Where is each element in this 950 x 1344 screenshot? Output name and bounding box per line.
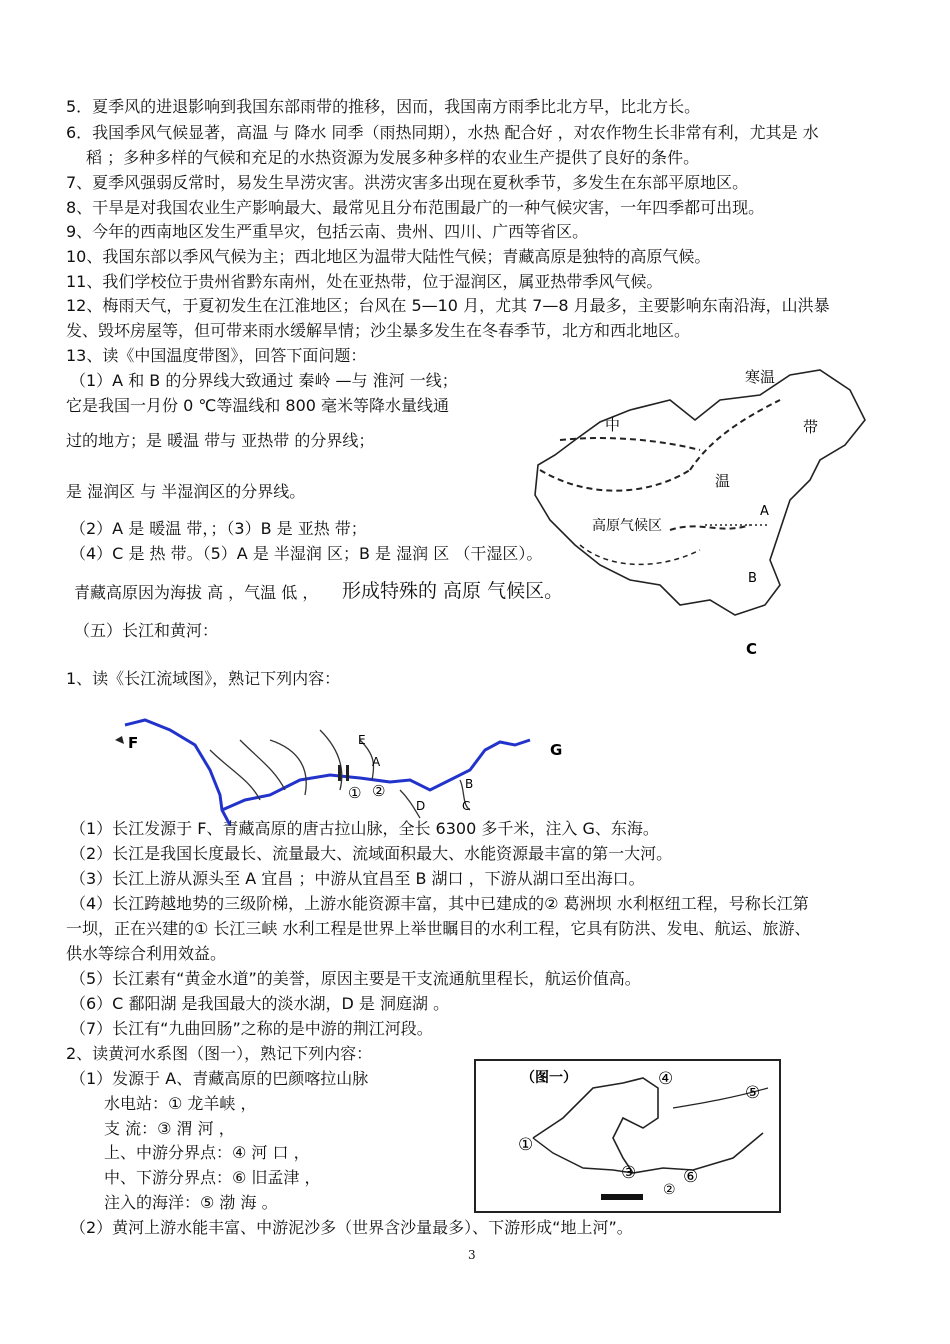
yangtze-5: （5）长江素有“黄金水道”的美誉，原因主要是干支流通航里程长，航运价值高。 [70, 969, 641, 988]
yangtze-label-d: D [416, 799, 426, 813]
map-label-temp: 温 [715, 472, 731, 490]
yellow-marker-6: ⑥ [683, 1167, 699, 1187]
item-12-line2: 发、毁坏房屋等，但可带来雨水缓解旱情；沙尘暴多发生在冬春季节，北方和西北地区。 [66, 321, 691, 340]
yangtze-label-f: F [128, 734, 139, 752]
yangtze-label-b: B [465, 777, 474, 791]
map-label-b: B [748, 571, 757, 586]
yellow-marker-4: ④ [658, 1069, 674, 1089]
yangtze-title: 1、读《长江流域图》，熟记下列内容： [66, 669, 341, 688]
item-11: 11、我们学校位于贵州省黔东南州，处在亚热带，位于湿润区，属亚热带季风气候。 [66, 272, 663, 291]
map-label-c: C [746, 640, 758, 658]
item-6-line1: 6．我国季风气候显著，高温 与 降水 同季（雨热同期），水热 配合好 ，对农作物生长非常有利，尤其是 水 [66, 123, 819, 142]
yangtze-label-a: A [372, 755, 381, 769]
q1-line1: （1）A 和 B 的分界线大致通过 秦岭 —与 淮河 一线； [70, 371, 458, 390]
yellow-2: （2）黄河上游水能丰富、中游泥沙多（世界含沙量最多）、下游形成“地上河”。 [70, 1218, 633, 1237]
yellow-title: 2、读黄河水系图（图一），熟记下列内容： [66, 1044, 373, 1063]
section-5-title: （五）长江和黄河： [74, 621, 219, 640]
map-label-plateau: 高原气候区 [592, 518, 662, 534]
q1-line2: 它是我国一月份 0 ℃等温线和 800 毫米等降水量线通 [66, 396, 450, 415]
yangtze-4-line3: 供水等综合利用效益。 [66, 944, 227, 963]
q1-line3: 过的地方；是 暖温 带与 亚热带 的分界线； [66, 431, 375, 450]
yellow-sea: 注入的海洋：⑤ 渤 海 。 [104, 1193, 278, 1212]
yellow-marker-3: ③ [621, 1163, 637, 1183]
yangtze-7: （7）长江有“九曲回肠”之称的是中游的荆江河段。 [70, 1019, 433, 1038]
yangtze-label-g: G [550, 741, 563, 759]
yellow-river-map [473, 1058, 783, 1218]
china-temperature-map [520, 360, 870, 660]
item-8: 8、干旱是对我国农业生产影响最大、最常见且分布范围最广的一种气候灾害，一年四季都可出现。 [66, 198, 765, 217]
item-9: 9、今年的西南地区发生严重旱灾，包括云南、贵州、四川、广西等省区。 [66, 222, 589, 241]
item-10: 10、我国东部以季风气候为主；西北地区为温带大陆性气候；青藏高原是独特的高原气候。 [66, 247, 711, 266]
yellow-tributary: 支 流：③ 渭 河 ， [104, 1119, 235, 1138]
yellow-marker-2: ② [663, 1182, 676, 1198]
map-label-cold: 寒温 [745, 368, 776, 386]
q6-part1: 青藏高原因为海拔 高 ，气温 低 ， [74, 583, 319, 602]
q1-line4: 是 湿润区 与 半湿润区的分界线。 [66, 482, 306, 501]
yangtze-label-c: C [462, 799, 471, 813]
yangtze-basin-map [110, 710, 590, 830]
yellow-upper-middle: 上、中游分界点：④ 河 口 ， [104, 1143, 310, 1162]
map-label-cold2: 带 [803, 418, 819, 436]
yangtze-label-e: E [358, 733, 366, 747]
item-6-line2: 稻 ；多种多样的气候和充足的水热资源为发展多种多样的农业生产提供了良好的条件。 [86, 148, 700, 167]
yellow-middle-lower: 中、下游分界点：⑥ 旧孟津 ， [104, 1168, 321, 1187]
item-12-line1: 12、梅雨天气，于夏初发生在江淮地区；台风在 5—10 月，尤其 7—8 月最多，主要影响东南沿海，山洪暴 [66, 296, 830, 315]
q4-q5: （4）C 是 热 带。（5）A 是 半湿润 区；B 是 湿润 区 （干湿区）。 [70, 544, 543, 563]
yangtze-6: （6）C 鄱阳湖 是我国最大的淡水湖，D 是 洞庭湖 。 [70, 994, 450, 1013]
yellow-marker-5: ⑤ [745, 1083, 761, 1103]
map-label-mid: 中 [605, 416, 621, 434]
yangtze-3: （3）长江上游从源头至 A 宜昌 ；中游从宜昌至 B 湖口 ，下游从湖口至出海口。 [70, 869, 645, 888]
page-number: 3 [468, 1248, 476, 1262]
yangtze-marker-2: ② [372, 782, 386, 800]
yangtze-4-line1: （4）长江跨越地势的三级阶梯，上游水能资源丰富，其中已建成的② 葛洲坝 水利枢纽工程，号称长江第 [70, 894, 809, 913]
yangtze-marker-1: ① [348, 784, 362, 802]
yellow-1: （1）发源于 A、青藏高原的巴颜喀拉山脉 [70, 1069, 369, 1088]
item-13: 13、读《中国温度带图》，回答下面问题： [66, 346, 367, 365]
yangtze-2: （2）长江是我国长度最长、流量最大、流域面积最大、水能资源最丰富的第一大河。 [70, 844, 673, 863]
yellow-marker-1: ① [518, 1135, 534, 1155]
item-5: 5．夏季风的进退影响到我国东部雨带的推移，因而，我国南方雨季比北方早，比北方长。 [66, 97, 701, 116]
q6-part2: 形成特殊的 高原 气候区。 [342, 580, 564, 602]
yangtze-4-line2: 一坝，正在兴建的① 长江三峡 水利工程是世界上举世瞩目的水利工程，它具有防洪、发电、航运、旅游、 [66, 919, 811, 938]
yangtze-1: （1）长江发源于 F、青藏高原的唐古拉山脉，全长 6300 多千米，注入 G、东海。 [70, 819, 659, 838]
map-label-a: A [760, 504, 769, 519]
yellow-map-title: （图一） [521, 1070, 577, 1086]
yellow-station: 水电站：① 龙羊峡 ， [104, 1094, 257, 1113]
item-7: 7、夏季风强弱反常时，易发生旱涝灾害。洪涝灾害多出现在夏秋季节，多发生在东部平原地区。 [66, 173, 749, 192]
q2-q3: （2）A 是 暖温 带，；（3）B 是 亚热 带； [70, 519, 367, 538]
